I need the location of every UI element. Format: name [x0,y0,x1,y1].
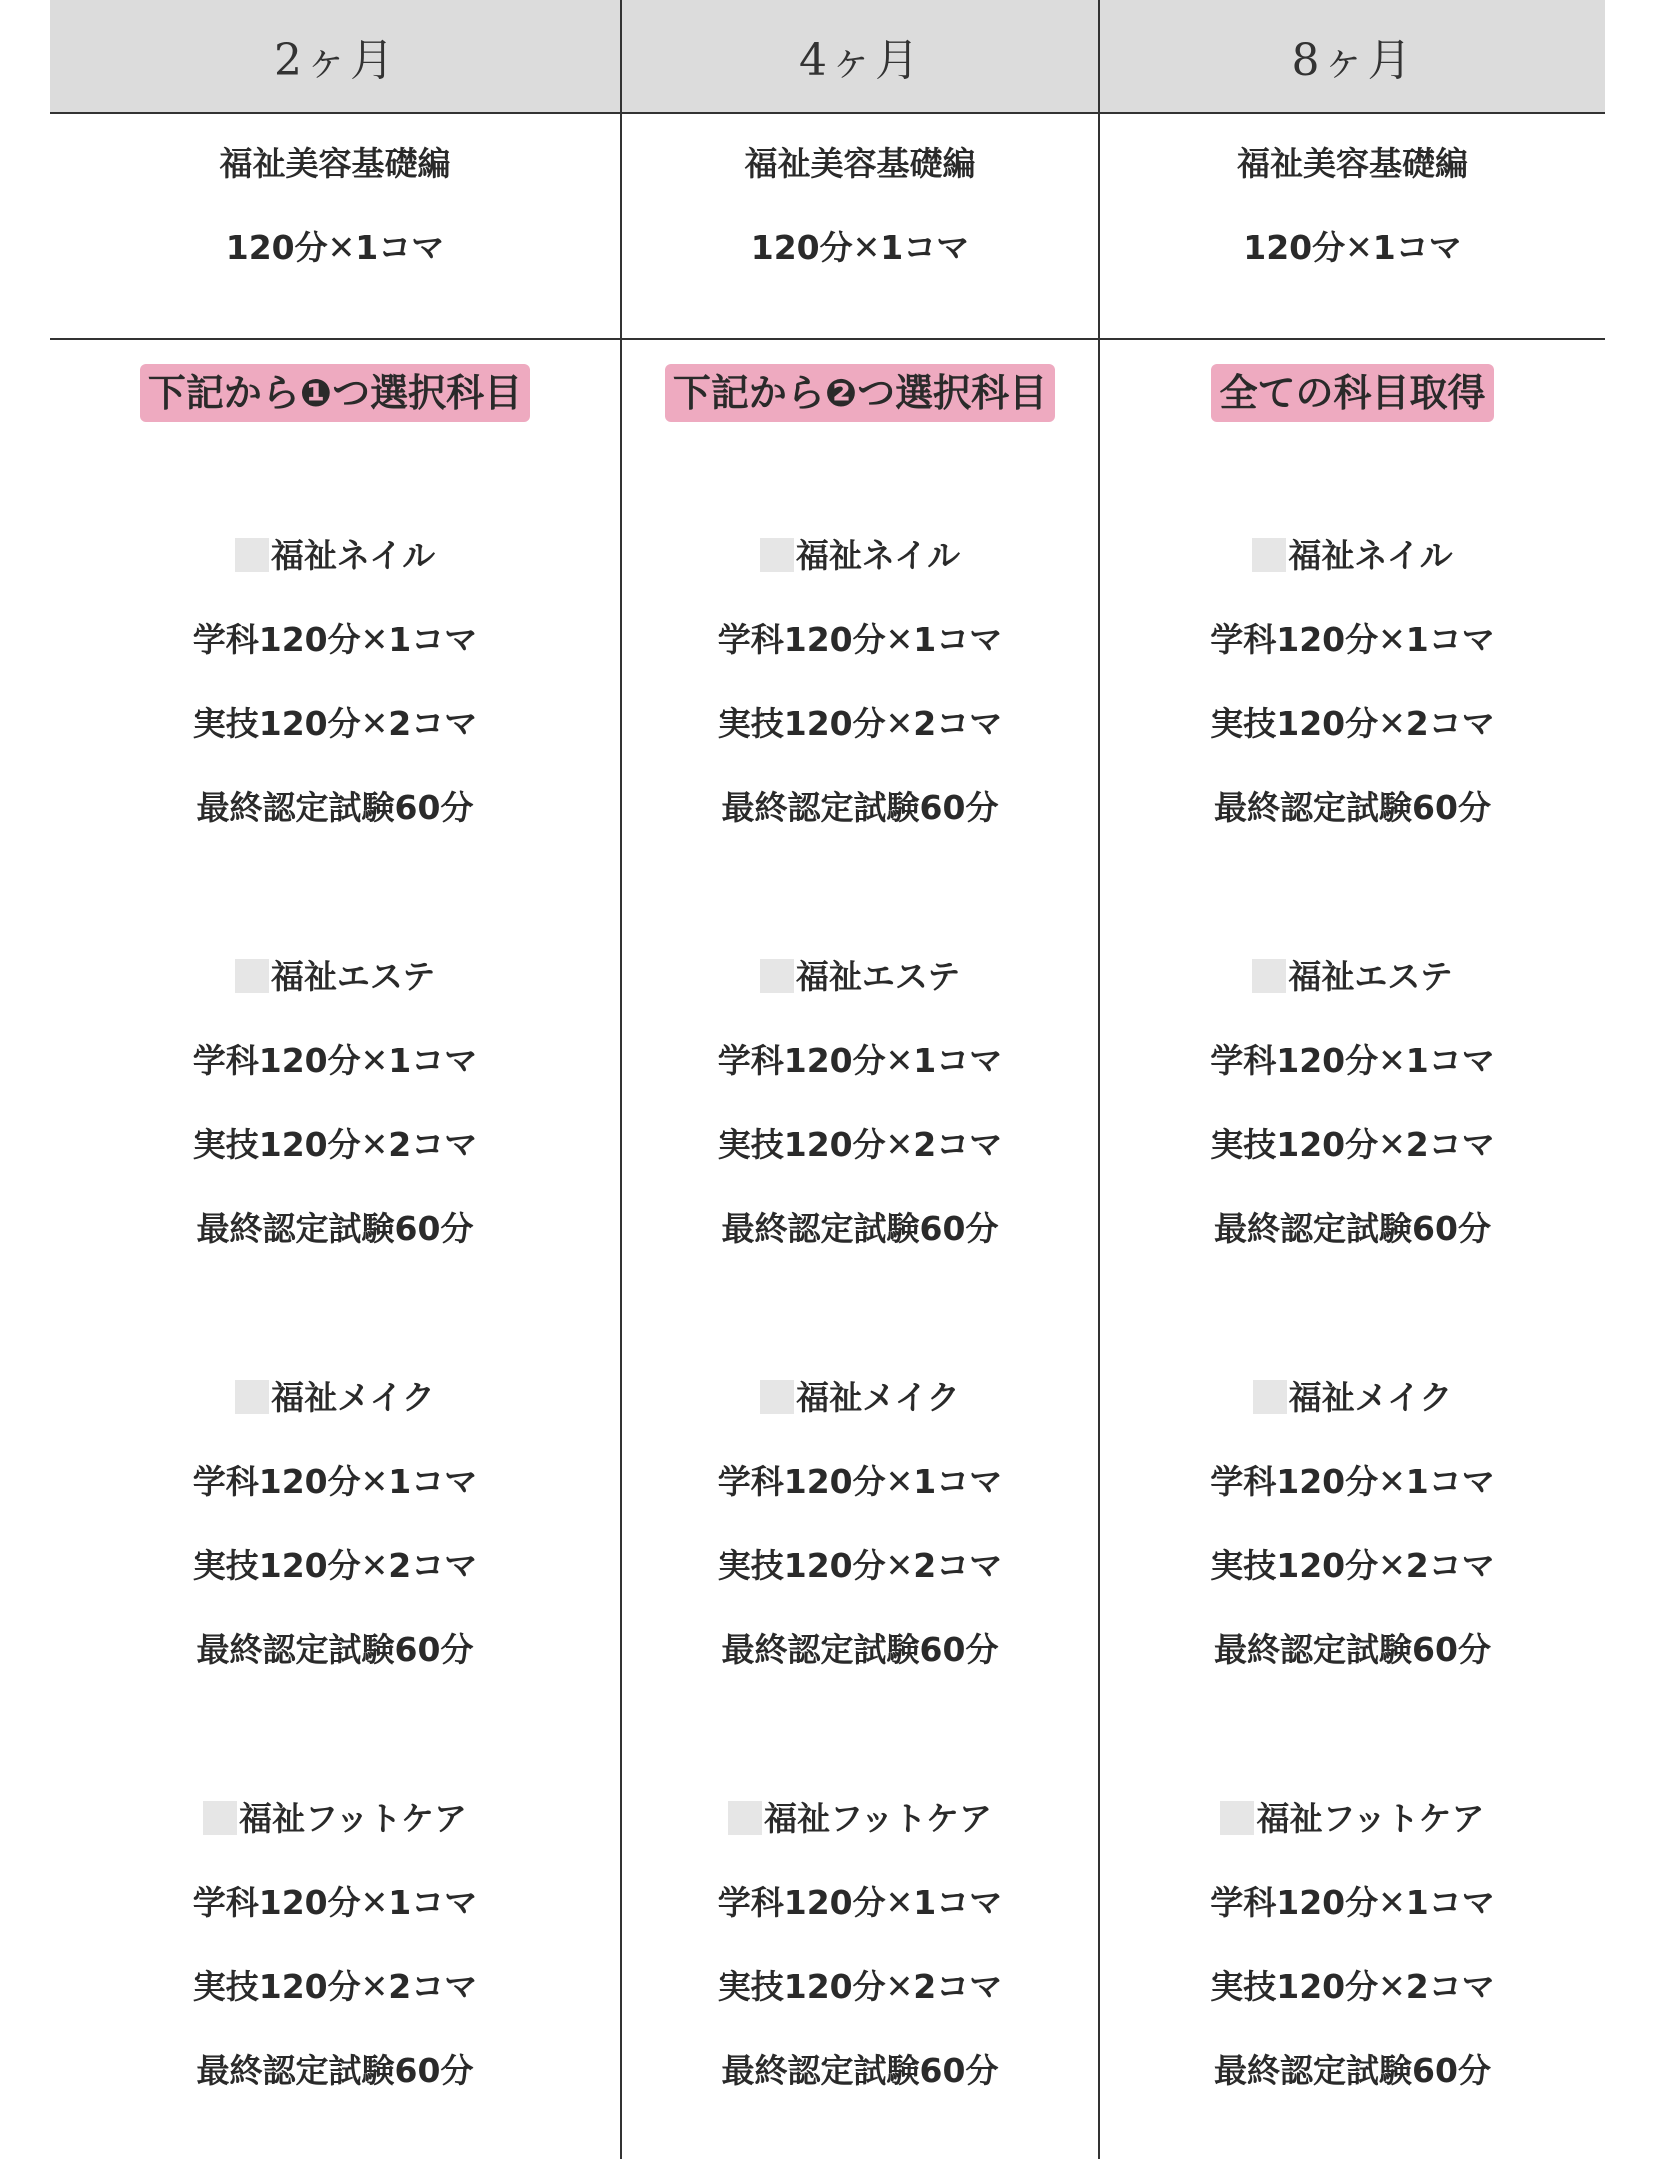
table-header-row [50,0,1605,114]
subject-lecture: 学科120分✕1コマ [192,1041,478,1080]
subject-practical: 実技120分✕2コマ [192,1125,478,1164]
checkbox-icon[interactable] [760,959,794,993]
checkbox-icon[interactable] [760,1380,794,1414]
subject-practical: 実技120分✕2コマ [192,704,478,743]
subject-exam: 最終認定試験60分 [1214,1630,1491,1669]
base-course-duration: 120分✕1コマ [750,228,970,267]
subject-lecture: 学科120分✕1コマ [192,620,478,659]
base-course-duration: 120分✕1コマ [1243,228,1462,267]
subject-lecture: 学科120分✕1コマ [717,1462,1003,1501]
subject-exam: 最終認定試験60分 [721,1630,999,1669]
subject-lecture: 学科120分✕1コマ [1210,1883,1495,1922]
subject-exam: 最終認定試験60分 [196,788,474,827]
subject-practical: 実技120分✕2コマ [1210,1125,1495,1164]
selection-badge-wrap [622,364,1098,422]
subject-exam: 最終認定試験60分 [196,1209,474,1248]
checkbox-icon[interactable] [760,538,794,572]
subject-name: 福祉ネイル [1288,536,1453,575]
subject-lecture: 学科120分✕1コマ [192,1462,478,1501]
subject-practical: 実技120分✕2コマ [717,1967,1003,2006]
subject-practical: 実技120分✕2コマ [192,1546,478,1585]
column-header-8-months: 8ヶ月 [1291,35,1414,86]
selection-badge: 下記から❶つ選択科目 [140,364,530,422]
selection-badge: 全ての科目取得 [1211,364,1493,422]
subject-practical: 実技120分✕2コマ [192,1967,478,2006]
subject-name: 福祉フットケア [238,1799,468,1838]
subject-exam: 最終認定試験60分 [721,2051,999,2090]
subject-name: 福祉フットケア [763,1799,993,1838]
subject-name: 福祉メイク [271,1378,435,1417]
subject-name: 福祉フットケア [1256,1799,1485,1838]
selection-badge: 下記から❷つ選択科目 [665,364,1055,422]
course-comparison-table [50,0,1605,2159]
subject-exam: 最終認定試験60分 [721,788,999,827]
base-course-title: 福祉美容基礎編 [1237,144,1468,183]
checkbox-icon[interactable] [1220,1801,1254,1835]
subject-exam: 最終認定試験60分 [1214,2051,1491,2090]
base-course-title: 福祉美容基礎編 [219,144,451,183]
selection-badge-wrap [50,364,620,422]
checkbox-icon[interactable] [728,1801,762,1835]
checkbox-icon[interactable] [1252,538,1286,572]
subject-exam: 最終認定試験60分 [1214,788,1491,827]
selection-badge-wrap [1100,364,1605,422]
subject-practical: 実技120分✕2コマ [1210,704,1495,743]
subject-exam: 最終認定試験60分 [196,1630,474,1669]
subject-name: 福祉エステ [795,957,961,996]
subject-lecture: 学科120分✕1コマ [192,1883,478,1922]
checkbox-icon[interactable] [235,538,269,572]
base-course-cell [1100,114,1605,338]
subject-name: 福祉エステ [270,957,436,996]
checkbox-icon[interactable] [235,959,269,993]
subject-name: 福祉ネイル [270,536,436,575]
subject-lecture: 学科120分✕1コマ [1210,1041,1495,1080]
subject-exam: 最終認定試験60分 [196,2051,474,2090]
base-course-duration: 120分✕1コマ [225,228,445,267]
row-divider [50,338,1605,340]
subject-lecture: 学科120分✕1コマ [1210,1462,1495,1501]
subject-name: 福祉メイク [796,1378,960,1417]
subject-name: 福祉ネイル [795,536,961,575]
subject-lecture: 学科120分✕1コマ [1210,620,1495,659]
checkbox-icon[interactable] [1252,959,1286,993]
subject-lecture: 学科120分✕1コマ [717,1041,1003,1080]
base-course-cell [622,114,1098,338]
checkbox-icon[interactable] [1253,1380,1287,1414]
subject-name: 福祉エステ [1288,957,1453,996]
subject-practical: 実技120分✕2コマ [717,1125,1003,1164]
checkbox-icon[interactable] [235,1380,269,1414]
subject-name: 福祉メイク [1288,1378,1453,1417]
checkbox-icon[interactable] [203,1801,237,1835]
subject-exam: 最終認定試験60分 [721,1209,999,1248]
subject-lecture: 学科120分✕1コマ [717,1883,1003,1922]
base-course-cell [50,114,620,338]
subject-lecture: 学科120分✕1コマ [717,620,1003,659]
subject-practical: 実技120分✕2コマ [1210,1967,1495,2006]
subject-practical: 実技120分✕2コマ [717,704,1003,743]
column-header-2-months: 2ヶ月 [274,35,396,86]
subject-exam: 最終認定試験60分 [1214,1209,1491,1248]
column-header-4-months: 4ヶ月 [799,35,921,86]
subject-practical: 実技120分✕2コマ [717,1546,1003,1585]
base-course-title: 福祉美容基礎編 [744,144,976,183]
subject-practical: 実技120分✕2コマ [1210,1546,1495,1585]
